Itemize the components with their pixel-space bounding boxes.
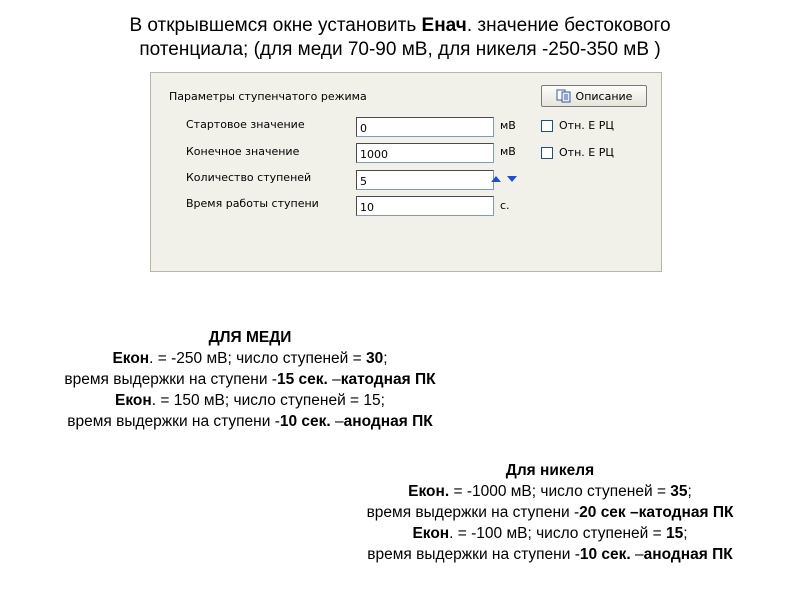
nickel-title [300, 460, 800, 481]
step-count-input[interactable]: 5 [356, 170, 494, 190]
nickel-l4-text2: – [630, 546, 644, 563]
description-button[interactable] [541, 85, 647, 107]
copper-l3-bold: Екон [115, 392, 152, 409]
step-count-spinner[interactable] [491, 176, 517, 182]
step-time-input[interactable]: 10 [356, 196, 494, 216]
copper-l2-text: время выдержки на ступени - [64, 371, 277, 388]
end-value-input[interactable]: 1000 [356, 143, 494, 163]
step-time-unit: с. [500, 199, 510, 212]
start-value-input[interactable]: 0 [356, 117, 494, 137]
copper-l2-bold: 15 сек. [276, 371, 328, 388]
end-relative-checkbox[interactable] [541, 147, 553, 159]
nickel-line-3 [300, 523, 800, 544]
copper-line-3 [0, 390, 500, 411]
heading-bold: Енач [421, 15, 467, 36]
copper-l2-bold2: катодная ПК [340, 371, 436, 388]
copper-l4-text: время выдержки на ступени - [67, 413, 280, 430]
nickel-l2-bold: 20 сек –катодная ПК [579, 504, 734, 521]
copper-line-4 [0, 411, 500, 432]
nickel-l1-bold: Екон. [408, 483, 450, 500]
step-time-label: Время работы ступени [186, 197, 319, 210]
copper-l2-text2: – [327, 371, 341, 388]
description-button-label: Описание [575, 89, 633, 103]
heading-text: В открывшемся окне установить [129, 15, 422, 36]
nickel-l1-text2: ; [687, 483, 692, 500]
copper-l4-bold: 10 сек. [279, 413, 331, 430]
nickel-l2-text: время выдержки на ступени - [366, 504, 580, 521]
nickel-l3-bold2: 15 [666, 525, 684, 542]
dialog-title: Параметры ступенчатого режима [169, 90, 367, 103]
heading-text: . значение бестокового [466, 15, 671, 36]
nickel-l3-text2: ; [683, 525, 688, 542]
start-relative-checkbox[interactable] [541, 120, 553, 132]
copper-line-1 [0, 348, 500, 369]
instruction-heading [0, 14, 800, 62]
end-relative-label: Отн. Е РЦ [559, 146, 614, 159]
nickel-l4-bold: 10 сек. [579, 546, 631, 563]
copper-l3-text: . = 150 мВ; число ступеней = 15; [151, 392, 385, 409]
nickel-l1-text: = -1000 мВ; число ступеней = [449, 483, 671, 500]
step-count-label: Количество ступеней [186, 171, 312, 184]
copper-instructions [0, 327, 500, 432]
nickel-l3-text: . = -100 мВ; число ступеней = [449, 525, 666, 542]
nickel-l4-text: время выдержки на ступени - [367, 546, 580, 563]
copper-l4-bold2: анодная ПК [343, 413, 433, 430]
heading-line-1 [0, 14, 800, 38]
copy-document-icon [556, 89, 572, 103]
arrow-down-icon[interactable] [507, 176, 517, 182]
start-value-unit: мВ [500, 119, 516, 132]
arrow-up-icon[interactable] [491, 176, 501, 182]
start-value-label: Стартовое значение [186, 118, 305, 131]
nickel-l3-bold: Екон [412, 525, 450, 542]
copper-line-2 [0, 369, 500, 390]
copper-l1-text2: ; [383, 350, 388, 367]
step-mode-dialog [150, 72, 662, 272]
end-value-label: Конечное значение [186, 145, 300, 158]
copper-title-text: ДЛЯ МЕДИ [208, 329, 292, 346]
copper-l4-text2: – [330, 413, 344, 430]
heading-line-2: потенциала; (для меди 70-90 мВ, для никеля -250-350 мВ ) [139, 39, 661, 60]
copper-title [0, 327, 500, 348]
nickel-line-2 [300, 502, 800, 523]
start-relative-label: Отн. Е РЦ [559, 119, 614, 132]
nickel-line-4 [300, 544, 800, 565]
copper-l1-bold: Екон [112, 350, 150, 367]
nickel-title-text: Для никеля [505, 462, 595, 479]
end-value-unit: мВ [500, 145, 516, 158]
nickel-l4-bold2: анодная ПК [643, 546, 733, 563]
copper-l1-bold2: 30 [366, 350, 384, 367]
nickel-l1-bold2: 35 [670, 483, 688, 500]
nickel-instructions [300, 460, 800, 565]
nickel-line-1 [300, 481, 800, 502]
copper-l1-text: . = -250 мВ; число ступеней = [149, 350, 366, 367]
